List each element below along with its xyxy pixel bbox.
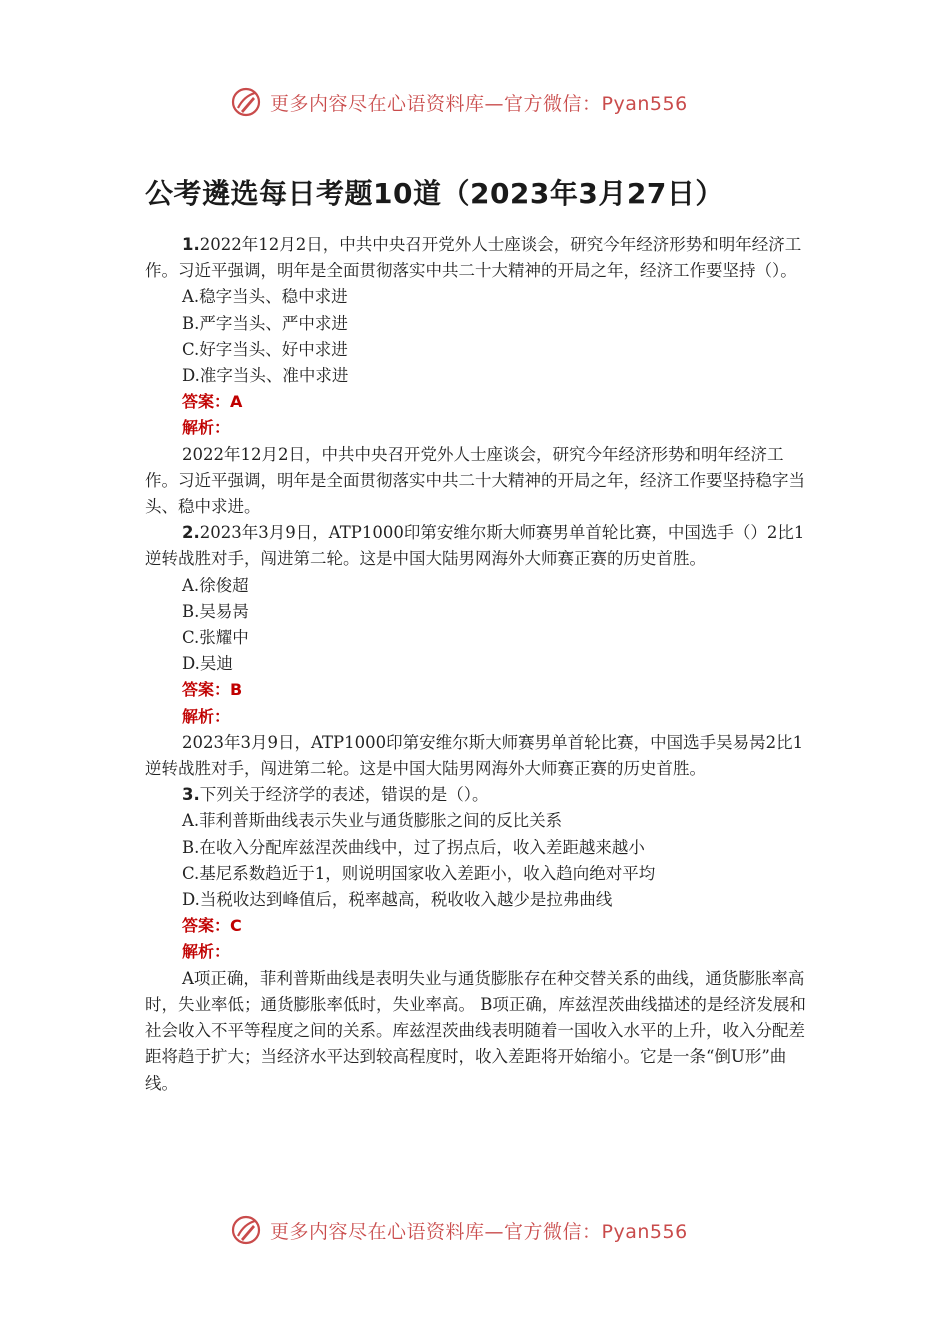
question-stem: [145, 782, 811, 808]
option-d: D.准字当头、准中求进: [182, 366, 349, 386]
question-text: 2022年12月2日，中共中央召开党外人士座谈会，研究今年经济形势和明年经济工作。习近平强调，明年是全面贯彻落实中共二十大精神的开局之年，经济工作要坚持（）。: [145, 235, 802, 281]
option-a: A.徐俊超: [182, 575, 249, 595]
banner-text: 更多内容尽在心语资料库—官方微信：Pyan556: [270, 92, 688, 115]
footer-banner: [228, 1210, 748, 1250]
analysis-text: 2022年12月2日，中共中央召开党外人士座谈会，研究今年经济形势和明年经济工作。习近平强调，明年是全面贯彻落实中共二十大精神的开局之年，经济工作要坚持稳字当头、稳中求进。: [145, 444, 805, 517]
question-number: 1.: [182, 235, 200, 254]
answer: 答案：B: [182, 680, 243, 700]
option-c: C.基尼系数趋近于1，则说明国家收入差距小，收入趋向绝对平均: [182, 863, 656, 883]
option-b: B.严字当头、严中求进: [182, 313, 348, 333]
option-c: C.好字当头、好中求进: [182, 339, 348, 359]
answer: 答案：C: [182, 916, 242, 936]
option-d: D.当税收达到峰值后，税率越高，税收收入越少是拉弗曲线: [182, 890, 613, 910]
question-number: 3.: [182, 785, 200, 805]
analysis-label: 解析：: [182, 418, 231, 438]
pen-swirl-logo-icon: [228, 84, 264, 120]
option-d: D.吴迪: [182, 654, 233, 674]
analysis-label: 解析：: [182, 942, 231, 962]
question-number: 2.: [182, 523, 200, 543]
option-a: A.菲利普斯曲线表示失业与通货膨胀之间的反比关系: [182, 811, 563, 831]
header-banner: [228, 82, 748, 122]
option-b: B.吴易昺: [182, 601, 249, 621]
question-text: 下列关于经济学的表述，错误的是（）。: [199, 785, 489, 805]
analysis-label: 解析：: [182, 706, 231, 726]
option-a: A.稳字当头、稳中求进: [182, 287, 348, 307]
question-stem: [145, 520, 811, 572]
question-text: 2023年3月9日，ATP1000印第安维尔斯大师赛男单首轮比赛，中国选手（）2比1逆转战胜对手，闯进第二轮。这是中国大陆男网海外大师赛正赛的历史首胜。: [145, 523, 805, 569]
question-list: [145, 232, 811, 1097]
analysis-text: A项正确，菲利普斯曲线是表明失业与通货膨胀存在种交替关系的曲线，通货膨胀率高时，失业率低；通货膨胀率低时，失业率高。 B项正确，库兹涅茨曲线描述的是经济发展和社会收入不平等程度之间的关系。库兹涅茨曲线表明随着一国收入水平的上升，收入分配差距将趋于扩大；当经济水平达到较高程度时，收入差距将开始缩小。它是一条“倒U形”曲线。: [145, 968, 806, 1093]
analysis-text: 2023年3月9日，ATP1000印第安维尔斯大师赛男单首轮比赛，中国选手吴易昺2比1逆转战胜对手，闯进第二轮。这是中国大陆男网海外大师赛正赛的历史首胜。: [145, 732, 804, 779]
question-stem: [145, 232, 811, 284]
option-b: B.在收入分配库兹涅茨曲线中，过了拐点后，收入差距越来越小: [182, 837, 645, 857]
pen-swirl-logo-icon: [228, 1212, 264, 1248]
option-c: C.张耀中: [182, 628, 249, 648]
answer: 答案：A: [182, 392, 243, 412]
page-title: 公考遴选每日考题10道（2023年3月27日）: [145, 177, 724, 210]
banner-text: 更多内容尽在心语资料库—官方微信：Pyan556: [270, 1220, 688, 1243]
